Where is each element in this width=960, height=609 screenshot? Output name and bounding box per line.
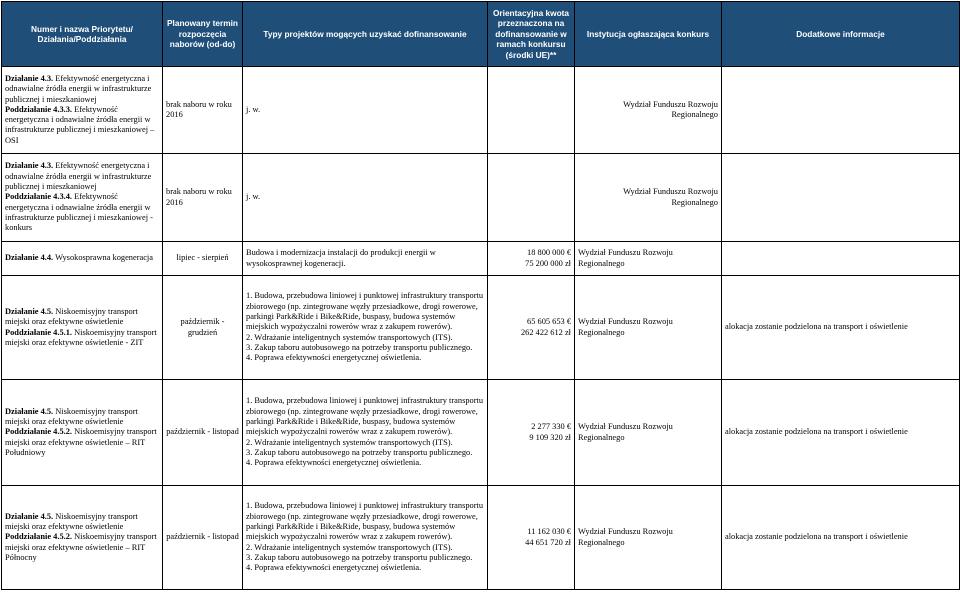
action-text: Niskoemisyjny transport miejski oraz efektywne oświetlenie xyxy=(5,406,138,427)
subaction-text: Efektywność energetyczna i odnawialne źródła energii w infrastrukturze publicznej i mieszkaniowej – OSI xyxy=(5,104,155,145)
row-institution: Wydział Funduszu Rozwoju Regionalnego xyxy=(575,67,722,154)
row-info: alokacja zostanie podzielona na transport i oświetlenie xyxy=(722,486,960,590)
table-row xyxy=(2,67,960,154)
row-term: brak naboru w roku 2016 xyxy=(163,67,243,154)
subaction-label: Poddziałanie 4.3.4. xyxy=(5,192,73,202)
action-text: Efektywność energetyczna i odnawialne źródła energii w infrastrukturze publicznej i mieszkaniowej xyxy=(5,161,152,192)
action-text: Niskoemisyjny transport miejski oraz efektywne oświetlenie xyxy=(5,306,138,327)
row-amount xyxy=(488,67,575,154)
action-label: Działanie 4.5. xyxy=(5,406,54,416)
table-row xyxy=(2,276,960,380)
row-amount xyxy=(488,276,575,380)
amount-pln: 9 109 320 zł xyxy=(529,432,571,442)
type-item: j. w. xyxy=(246,192,261,202)
action-label: Działanie 4.3. xyxy=(5,161,54,171)
type-item: 1. Budowa, przebudowa liniowej i punktowej infrastruktury transportu zbiorowego (np. zintegrowane węzły przesiadkowe, drogi rowerowe, parkingi Park&Ride i Bike&Ride, buspasy, budowa systemów miejskich wypożyczalni rowerów wraz z zakupem rowerów). xyxy=(246,501,484,542)
row-term: październik - listopad xyxy=(163,380,243,486)
header-project-types: Typy projektów mogących uzyskać dofinansowanie xyxy=(243,2,488,67)
row-priority-name xyxy=(2,242,163,276)
row-institution: Wydział Funduszu Rozwoju Regionalnego xyxy=(575,242,722,276)
amount-eur: 2 277 330 € xyxy=(531,422,571,432)
row-amount xyxy=(488,154,575,242)
table-row xyxy=(2,154,960,242)
row-types xyxy=(243,154,488,242)
amount-eur: 11 162 030 € xyxy=(527,527,571,537)
action-label: Działanie 4.4. xyxy=(5,253,54,263)
header-priority-name: Numer i nazwa Priorytetu/ Działania/Poddziałania xyxy=(2,2,163,67)
table-header-row xyxy=(2,2,960,67)
header-institution: Instytucja ogłaszająca konkurs xyxy=(575,2,722,67)
type-item: 2. Wdrażanie inteligentnych systemów transportowych (ITS). xyxy=(246,542,453,552)
row-priority-name xyxy=(2,486,163,590)
row-institution: Wydział Funduszu Rozwoju Regionalnego xyxy=(575,486,722,590)
row-info: alokacja zostanie podzielona na transport i oświetlenie xyxy=(722,380,960,486)
type-item: 3. Zakup taboru autobusowego na potrzeby transportu publicznego. xyxy=(246,447,473,457)
header-additional-info: Dodatkowe informacje xyxy=(722,2,960,67)
subaction-label: Poddziałanie 4.5.2. xyxy=(5,532,73,542)
action-label: Działanie 4.5. xyxy=(5,511,54,521)
type-item: 1. Budowa, przebudowa liniowej i punktowej infrastruktury transportu zbiorowego (np. zintegrowane węzły przesiadkowe, drogi rowerowe, parkingi Park&Ride i Bike&Ride, buspasy, budowa systemów miejskich wypożyczalni rowerów wraz z zakupem rowerów). xyxy=(246,291,484,332)
row-types xyxy=(243,242,488,276)
type-item: 1. Budowa, przebudowa liniowej i punktowej infrastruktury transportu zbiorowego (np. zintegrowane węzły przesiadkowe, drogi rowerowe, parkingi Park&Ride i Bike&Ride, buspasy, budowa systemów miejskich wypożyczalni rowerów wraz z zakupem rowerów). xyxy=(246,396,484,437)
type-item: 4. Poprawa efektywności energetycznej oświetlenia. xyxy=(246,563,422,573)
action-label: Działanie 4.3. xyxy=(5,73,54,83)
row-info xyxy=(722,67,960,154)
row-term: lipiec - sierpień xyxy=(163,242,243,276)
amount-pln: 44 651 720 zł xyxy=(525,537,571,547)
type-item: 2. Wdrażanie inteligentnych systemów transportowych (ITS). xyxy=(246,437,453,447)
row-term: październik - listopad xyxy=(163,486,243,590)
table-row xyxy=(2,242,960,276)
funding-schedule-table xyxy=(1,1,960,590)
row-priority-name xyxy=(2,67,163,154)
action-label: Działanie 4.5. xyxy=(5,306,54,316)
row-amount xyxy=(488,242,575,276)
subaction-text: Niskoemisyjny transport miejski oraz efektywne oświetlenie – RIT Północny xyxy=(5,532,157,562)
type-item: 2. Wdrażanie inteligentnych systemów transportowych (ITS). xyxy=(246,332,453,342)
row-info xyxy=(722,242,960,276)
row-priority-name xyxy=(2,276,163,380)
amount-eur: 18 800 000 € xyxy=(527,248,571,258)
type-item: 4. Poprawa efektywności energetycznej oświetlenia. xyxy=(246,353,422,363)
row-types xyxy=(243,380,488,486)
type-item: 3. Zakup taboru autobusowego na potrzeby transportu publicznego. xyxy=(246,342,473,352)
row-amount xyxy=(488,380,575,486)
row-amount xyxy=(488,486,575,590)
row-info: alokacja zostanie podzielona na transport i oświetlenie xyxy=(722,276,960,380)
row-info xyxy=(722,154,960,242)
type-item: 3. Zakup taboru autobusowego na potrzeby transportu publicznego. xyxy=(246,552,473,562)
row-institution: Wydział Funduszu Rozwoju Regionalnego xyxy=(575,154,722,242)
row-priority-name xyxy=(2,154,163,242)
header-planned-term: Planowany termin rozpoczęcia naborów (od-do) xyxy=(163,2,243,67)
action-text: Efektywność energetyczna i odnawialne źródła energii w infrastrukturze publicznej i mieszkaniowej xyxy=(5,73,152,104)
amount-pln: 262 422 612 zł xyxy=(520,327,571,337)
type-item: Budowa i modernizacja instalacji do produkcji energii w wysokosprawnej kogeneracji. xyxy=(246,248,436,268)
row-types xyxy=(243,67,488,154)
subaction-label: Poddziałanie 4.5.2. xyxy=(5,427,73,437)
type-item: 4. Poprawa efektywności energetycznej oświetlenia. xyxy=(246,458,422,468)
row-institution: Wydział Funduszu Rozwoju Regionalnego xyxy=(575,380,722,486)
subaction-text: Niskoemisyjny transport miejski oraz efektywne oświetlenie – RIT Południowy xyxy=(5,427,157,457)
row-types xyxy=(243,276,488,380)
table-row xyxy=(2,380,960,486)
row-term: październik - grudzień xyxy=(163,276,243,380)
row-term: brak naboru w roku 2016 xyxy=(163,154,243,242)
type-item: j. w. xyxy=(246,104,261,114)
row-priority-name xyxy=(2,380,163,486)
subaction-label: Poddziałanie 4.3.3. xyxy=(5,104,73,114)
subaction-text: Efektywność energetyczna i odnawialne źródła energii w infrastrukturze publicznej i mieszkaniowej - konkurs xyxy=(5,192,153,233)
subaction-label: Poddziałanie 4.5.1. xyxy=(5,327,73,337)
table-row xyxy=(2,486,960,590)
row-institution: Wydział Funduszu Rozwoju Regionalnego xyxy=(575,276,722,380)
action-text: Wysokosprawna kogeneracja xyxy=(53,253,153,263)
header-amount: Orientacyjna kwota przeznaczona na dofinansowanie w ramach konkursu (środki UE)** xyxy=(488,2,575,67)
amount-pln: 75 200 000 zł xyxy=(525,258,571,268)
row-types xyxy=(243,486,488,590)
amount-eur: 65 605 653 € xyxy=(527,317,571,327)
subaction-text: Niskoemisyjny transport miejski oraz efektywne oświetlenie - ZIT xyxy=(5,327,157,347)
action-text: Niskoemisyjny transport miejski oraz efektywne oświetlenie xyxy=(5,511,138,532)
